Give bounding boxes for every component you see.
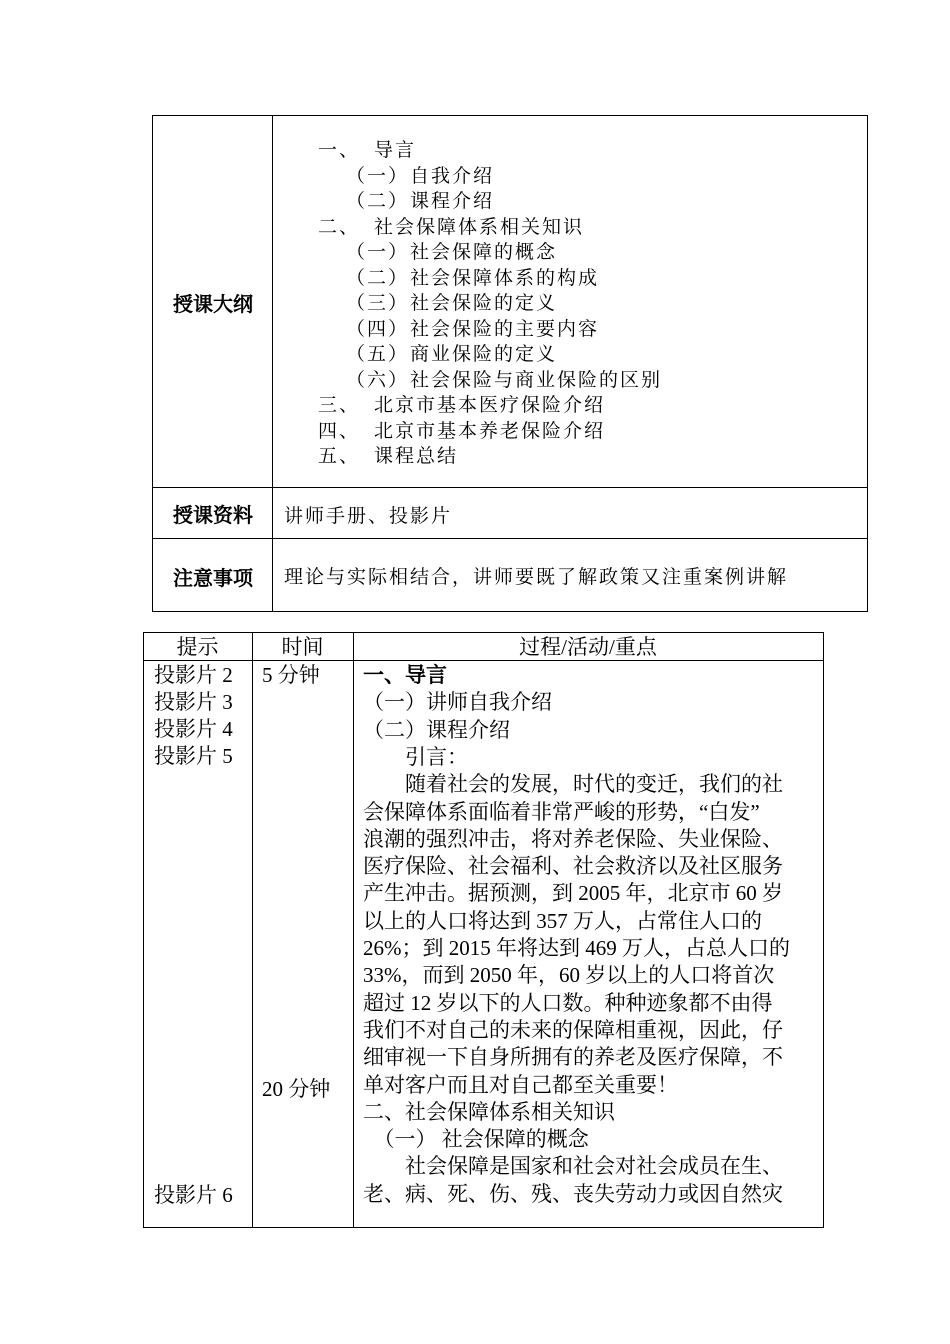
content-line: （一） 社会保障的概念 [363,1127,589,1152]
section-heading: 一、导言 [363,663,447,687]
outline-item-number: 三、 [318,394,361,416]
outline-item [346,317,599,343]
outline-item [346,291,557,317]
content-line: 二、社会保障体系相关知识 [363,1099,615,1124]
outline-item-text: 自我介绍 [410,164,495,187]
content-line: 26%；到 2015 年将达到 469 万人，占总人口的 [363,936,790,960]
content-line: 细审视一下自身所拥有的养老及医疗保障，不 [363,1045,783,1070]
content-line: 33%，而到 2050 年，60 岁以上的人口将首次 [363,963,775,988]
content-line: 老、病、死、伤、残、丧失劳动力或因自然灾 [363,1181,783,1206]
content-line: 引言： [363,744,468,769]
content-line: 我们不对自己的未来的保障相重视，因此，仔 [363,1017,783,1042]
content-line: 产生冲击。据预测，到 2005 年，北京市 60 岁 [363,881,783,906]
outline-item-number: （六） [346,368,410,391]
outline-item-number: （一） [346,241,410,263]
outline-item [346,266,599,292]
outline-item-text: 社会保障体系相关知识 [374,215,585,238]
outline-item [346,164,494,190]
content-line: 以上的人口将达到 357 万人，占常住人口的 [363,908,762,933]
content-line: （二）课程介绍 [363,717,510,742]
outline-item [346,342,557,368]
outline-item [346,240,557,266]
outline-item [346,189,494,215]
header-cue: 提示 [176,635,219,659]
outline-item [318,215,584,241]
materials-label: 授课资料 [173,503,253,527]
content-line: （一）讲师自我介绍 [363,690,552,715]
outline-item [318,393,605,419]
time-20min: 20 分钟 [262,1077,331,1101]
outline-item-number: 一、 [318,139,361,161]
outline-item [346,368,662,394]
outline-item-text: 社会保障体系的构成 [410,266,600,289]
notes-value: 理论与实际相结合，讲师要既了解政策又注重案例讲解 [284,566,789,588]
outline-item-text: 北京市基本医疗保险介绍 [374,394,606,416]
header-process: 过程/活动/重点 [519,635,657,659]
content-line: 医疗保险、社会福利、社会救济以及社区服务 [363,854,783,879]
outline-item-number: （五） [346,343,410,365]
outline-item-text: 导言 [374,139,417,161]
cue-slide-5: 投影片 5 [154,744,233,768]
outline-item-number: 四、 [318,419,361,442]
cue-slide-3: 投影片 3 [154,690,233,714]
outline-item-text: 课程总结 [374,445,459,467]
outline-item-number: （三） [346,292,410,314]
outline-item [318,419,605,445]
content-line: 会保障体系面临着非常严峻的形势，“白发” [363,799,760,824]
content-line: 社会保障是国家和社会对社会成员在生、 [363,1154,783,1179]
content-line: 超过 12 岁以下的人口数。种种迹象都不由得 [363,990,773,1015]
time-5min: 5 分钟 [262,663,320,687]
outline-item-text: 北京市基本养老保险介绍 [374,419,606,442]
outline-item-number: （二） [346,266,410,289]
outline-item-text: 社会保险的定义 [410,292,558,314]
cue-slide-2: 投影片 2 [154,663,233,687]
outline-item [318,138,416,164]
outline-item [318,444,458,470]
content-line: 浪潮的强烈冲击，将对养老保险、失业保险、 [363,826,783,851]
notes-label: 注意事项 [173,566,253,590]
outline-item-number: （四） [346,317,410,340]
outline-item-text: 商业保险的定义 [410,343,558,365]
outline-item-text: 课程介绍 [410,190,495,212]
header-time: 时间 [281,635,324,659]
content-line: 随着社会的发展，时代的变迁，我们的社 [363,772,783,797]
outline-item-number: （一） [346,164,410,187]
outline-item-number: 二、 [318,215,361,238]
materials-value: 讲师手册、投影片 [284,505,453,527]
cue-slide-4: 投影片 4 [154,717,233,741]
outline-item-number: （二） [346,190,410,212]
outline-item-number: 五、 [318,445,361,467]
outline-label: 授课大纲 [173,292,253,316]
outline-item-text: 社会保障的概念 [410,241,558,263]
outline-item-text: 社会保险的主要内容 [410,317,600,340]
content-line: 单对客户而且对自己都至关重要！ [363,1072,678,1097]
cue-slide-6: 投影片 6 [154,1183,233,1207]
outline-item-text: 社会保险与商业保险的区别 [410,368,663,391]
